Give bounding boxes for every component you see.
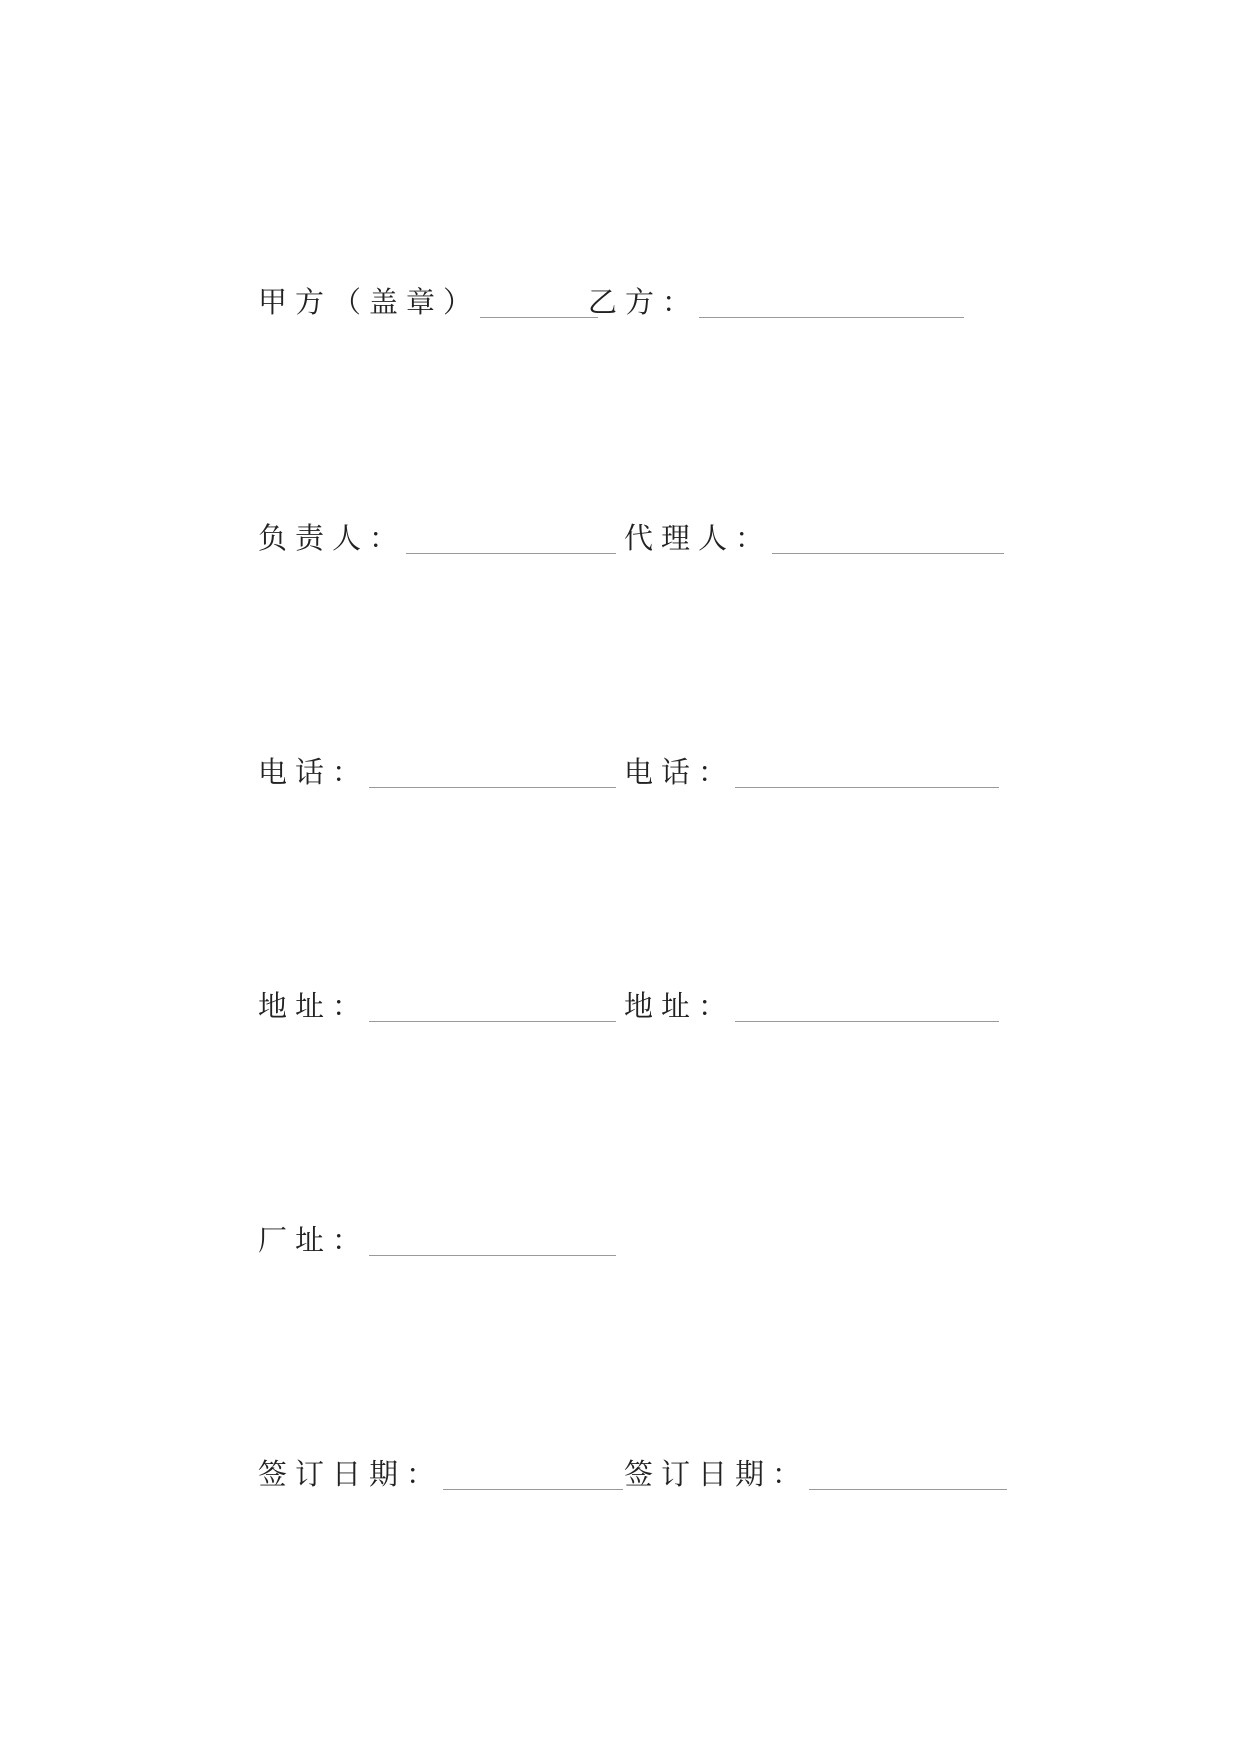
factory-address-blank[interactable] bbox=[369, 1225, 616, 1256]
agent-cell bbox=[624, 518, 1004, 558]
party-b-phone-label: 电话： bbox=[624, 755, 736, 789]
party-a-seal-blank[interactable] bbox=[480, 287, 598, 318]
party-b-phone-blank[interactable] bbox=[735, 757, 999, 788]
factory-address-label: 厂址： bbox=[258, 1223, 370, 1257]
signature-row-date bbox=[258, 1454, 998, 1494]
responsible-person-cell bbox=[258, 518, 616, 558]
party-a-seal-label: 甲方（盖章） bbox=[258, 285, 481, 319]
party-b-date-label: 签订日期： bbox=[624, 1457, 810, 1491]
signature-row-phone bbox=[258, 752, 998, 792]
party-a-date-blank[interactable] bbox=[443, 1459, 623, 1490]
party-a-date-label: 签订日期： bbox=[258, 1457, 444, 1491]
party-a-phone-cell bbox=[258, 752, 616, 792]
party-b-address-cell bbox=[624, 986, 999, 1026]
agent-blank[interactable] bbox=[772, 523, 1004, 554]
party-a-seal-cell bbox=[258, 282, 598, 322]
factory-address-cell bbox=[258, 1220, 616, 1260]
responsible-person-blank[interactable] bbox=[406, 523, 616, 554]
party-b-date-blank[interactable] bbox=[809, 1459, 1007, 1490]
responsible-person-label: 负责人： bbox=[258, 521, 407, 555]
party-b-phone-cell bbox=[624, 752, 999, 792]
party-a-address-cell bbox=[258, 986, 616, 1026]
party-b-blank[interactable] bbox=[699, 287, 964, 318]
signature-row-party bbox=[258, 282, 978, 322]
party-b-date-cell bbox=[624, 1454, 1007, 1494]
signature-row-representative bbox=[258, 518, 998, 558]
party-b-address-blank[interactable] bbox=[735, 991, 999, 1022]
party-b-cell bbox=[588, 282, 964, 322]
signature-row-factory bbox=[258, 1220, 658, 1260]
party-a-phone-label: 电话： bbox=[258, 755, 370, 789]
party-a-address-blank[interactable] bbox=[369, 991, 616, 1022]
party-b-address-label: 地址： bbox=[624, 989, 736, 1023]
signature-row-address bbox=[258, 986, 998, 1026]
party-a-date-cell bbox=[258, 1454, 623, 1494]
party-a-address-label: 地址： bbox=[258, 989, 370, 1023]
agent-label: 代理人： bbox=[624, 521, 773, 555]
party-b-label: 乙方： bbox=[588, 285, 700, 319]
party-a-phone-blank[interactable] bbox=[369, 757, 616, 788]
